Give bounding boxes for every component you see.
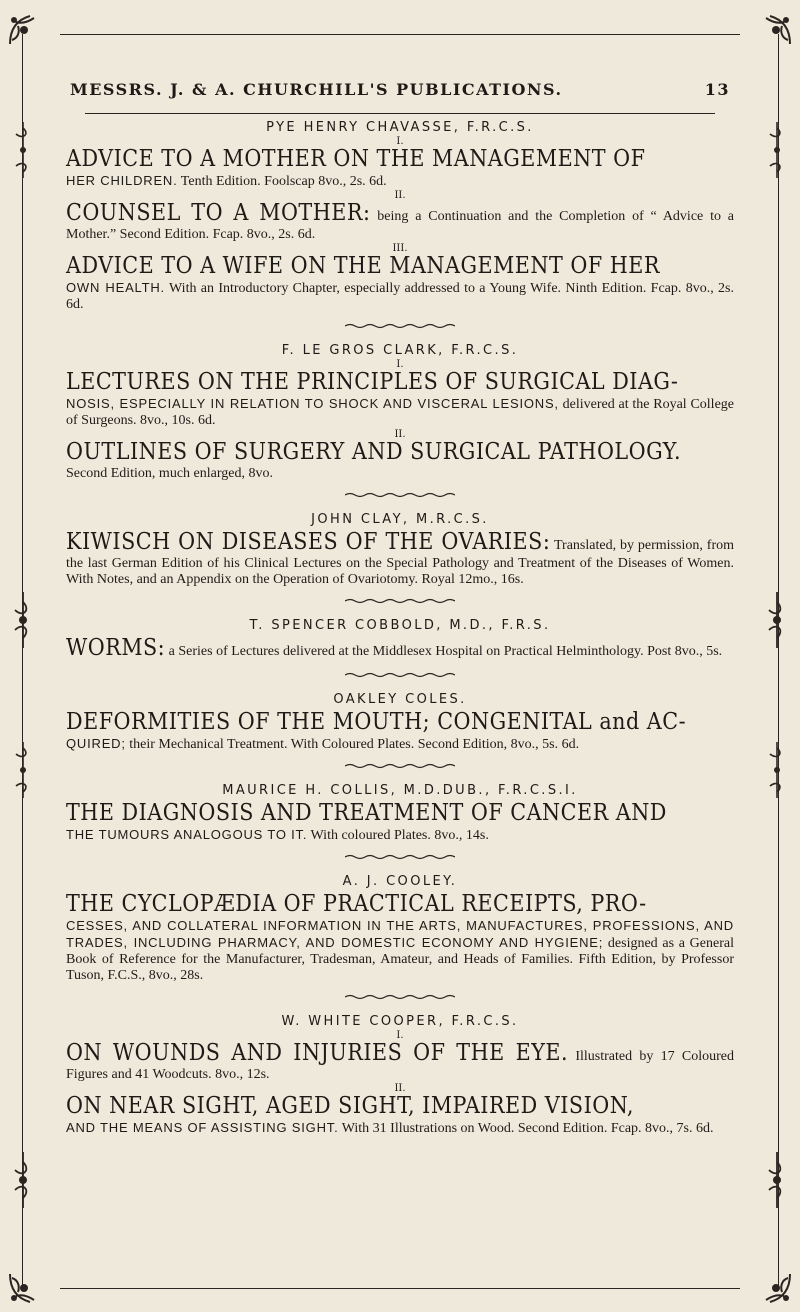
author-name: PYE HENRY CHAVASSE, F.R.C.S.	[266, 120, 534, 135]
section-divider	[345, 323, 455, 329]
book-entry	[66, 145, 734, 190]
floral-corner-ornament-icon	[756, 10, 796, 50]
author-name: JOHN CLAY, M.R.C.S.	[311, 512, 489, 527]
author-name: OAKLEY COLES.	[333, 692, 467, 707]
work-numeral: I.	[396, 136, 404, 147]
floral-corner-ornament-icon	[4, 10, 44, 50]
book-title: THE CYCLOPÆDIA OF PRACTICAL RECEIPTS, PRO-	[66, 891, 647, 917]
work-numeral: I.	[396, 1030, 404, 1041]
book-entry	[66, 528, 734, 588]
header-rule	[85, 113, 715, 114]
book-entry	[66, 890, 734, 984]
book-subtitle: AND THE MEANS OF ASSISTING SIGHT.	[66, 1120, 339, 1135]
book-details: being a Continuation and the Completion of “ Advice to a Mother.” Second Edition. Fcap. 8vo., 2s. 6d.	[66, 209, 735, 242]
section-divider	[345, 492, 455, 498]
floral-corner-ornament-icon	[4, 1268, 44, 1308]
border-left-rule	[22, 34, 23, 1288]
author-name: W. WHITE COOPER, F.R.C.S.	[281, 1014, 519, 1029]
book-title: ON NEAR SIGHT, AGED SIGHT, IMPAIRED VISION,	[66, 1093, 634, 1119]
book-entry	[66, 252, 734, 313]
book-subtitle: THE TUMOURS ANALOGOUS TO IT.	[66, 827, 308, 842]
floral-side-ornament-icon	[766, 590, 788, 650]
work-numeral: II.	[394, 190, 406, 201]
book-details: designed as a General Book of Reference for the Manufacturer, Tradesman, Amateur, and Heads of Families. Fifth Edition, by Professor Tuson, F.C.S., 8vo., 28s.	[66, 936, 734, 983]
book-entry	[66, 1092, 734, 1137]
book-title: ON WOUNDS AND INJURIES OF THE EYE.	[66, 1040, 569, 1066]
work-numeral: II.	[394, 1083, 406, 1094]
publisher-title: MESSRS. J. & A. CHURCHILL'S PUBLICATIONS.	[70, 80, 563, 99]
book-entry	[66, 634, 734, 662]
floral-side-ornament-icon	[12, 120, 34, 180]
author-name: F. LE GROS CLARK, F.R.C.S.	[281, 343, 519, 358]
book-details: Translated, by permission, from the last German Edition of his Clinical Lectures on the Special Pathology and Treatment of the Diseases of Women. With Notes, and an Appendix on the Operation of Ovariotomy. Royal 12mo., 16s.	[66, 538, 735, 587]
book-title: WORMS:	[66, 635, 166, 661]
book-title: ADVICE TO A WIFE ON THE MANAGEMENT OF HER	[66, 253, 660, 279]
book-title: COUNSEL TO A MOTHER:	[66, 200, 371, 226]
work-numeral: III.	[392, 243, 408, 254]
book-title: ADVICE TO A MOTHER ON THE MANAGEMENT OF	[66, 146, 646, 172]
book-details: With an Introductory Chapter, especially addressed to a Young Wife. Ninth Edition. Fcap. 8vo., 2s. 6d.	[66, 281, 734, 312]
floral-side-ornament-icon	[12, 590, 34, 650]
book-details: Second Edition, much enlarged, 8vo.	[66, 466, 273, 481]
book-entry	[66, 799, 734, 844]
book-title: KIWISCH ON DISEASES OF THE OVARIES:	[66, 529, 551, 555]
border-right-rule	[778, 34, 779, 1288]
book-details: delivered at the Royal College of Surgeons. 8vo., 10s. 6d.	[66, 397, 735, 428]
book-details: a Series of Lectures delivered at the Middlesex Hospital on Practical Helminthology. Post 8vo., 5s.	[165, 644, 723, 659]
floral-side-ornament-icon	[12, 1150, 34, 1210]
author-name: MAURICE H. COLLIS, M.D.DUB., F.R.C.S.I.	[222, 783, 578, 798]
floral-side-ornament-icon	[766, 1150, 788, 1210]
book-title: OUTLINES OF SURGERY AND SURGICAL PATHOLOGY.	[66, 439, 682, 465]
floral-side-ornament-icon	[766, 740, 788, 800]
section-divider	[345, 763, 455, 769]
book-title: LECTURES ON THE PRINCIPLES OF SURGICAL DIAG-	[66, 369, 679, 395]
author-name: T. SPENCER COBBOLD, M.D., F.R.S.	[249, 618, 551, 633]
book-details: With 31 Illustrations on Wood. Second Edition. Fcap. 8vo., 7s. 6d.	[338, 1121, 714, 1136]
catalogue-listing	[66, 118, 734, 1137]
border-bottom-rule	[60, 1288, 740, 1289]
work-numeral: I.	[396, 359, 404, 370]
book-entry	[66, 438, 734, 482]
book-entry	[66, 1039, 734, 1083]
book-details: Illustrated by 17 Coloured Figures and 41 Woodcuts. 8vo., 12s.	[66, 1049, 734, 1082]
floral-corner-ornament-icon	[756, 1268, 796, 1308]
book-entry	[66, 368, 734, 429]
page-number: 13	[704, 80, 730, 99]
border-top-rule	[60, 34, 740, 35]
book-title: DEFORMITIES OF THE MOUTH; CONGENITAL and AC-	[66, 709, 687, 735]
book-subtitle: NOSIS, ESPECIALLY IN RELATION TO SHOCK AND VISCERAL LESIONS,	[66, 396, 559, 411]
book-entry	[66, 199, 734, 243]
floral-side-ornament-icon	[12, 740, 34, 800]
book-details: their Mechanical Treatment. With Coloured Plates. Second Edition, 8vo., 5s. 6d.	[125, 737, 580, 752]
section-divider	[345, 854, 455, 860]
book-details: With coloured Plates. 8vo., 14s.	[307, 828, 489, 843]
author-name: A. J. COOLEY.	[342, 874, 458, 889]
work-numeral: II.	[394, 429, 406, 440]
floral-side-ornament-icon	[766, 120, 788, 180]
book-entry	[66, 708, 734, 753]
section-divider	[345, 994, 455, 1000]
book-details: Tenth Edition. Foolscap 8vo., 2s. 6d.	[177, 174, 387, 189]
book-title: THE DIAGNOSIS AND TREATMENT OF CANCER AND	[66, 800, 667, 826]
book-subtitle: CESSES, AND COLLATERAL INFORMATION IN THE ARTS, MANUFACTURES, PROFESSIONS, AND TRADES, INCLUDING PHARMACY, AND DOMESTIC ECONOMY AND HYGIENE;	[66, 918, 734, 950]
book-subtitle: HER CHILDREN.	[66, 173, 178, 188]
section-divider	[345, 598, 455, 604]
book-subtitle: OWN HEALTH.	[66, 280, 165, 295]
section-divider	[345, 672, 455, 678]
book-subtitle: QUIRED;	[66, 736, 126, 751]
